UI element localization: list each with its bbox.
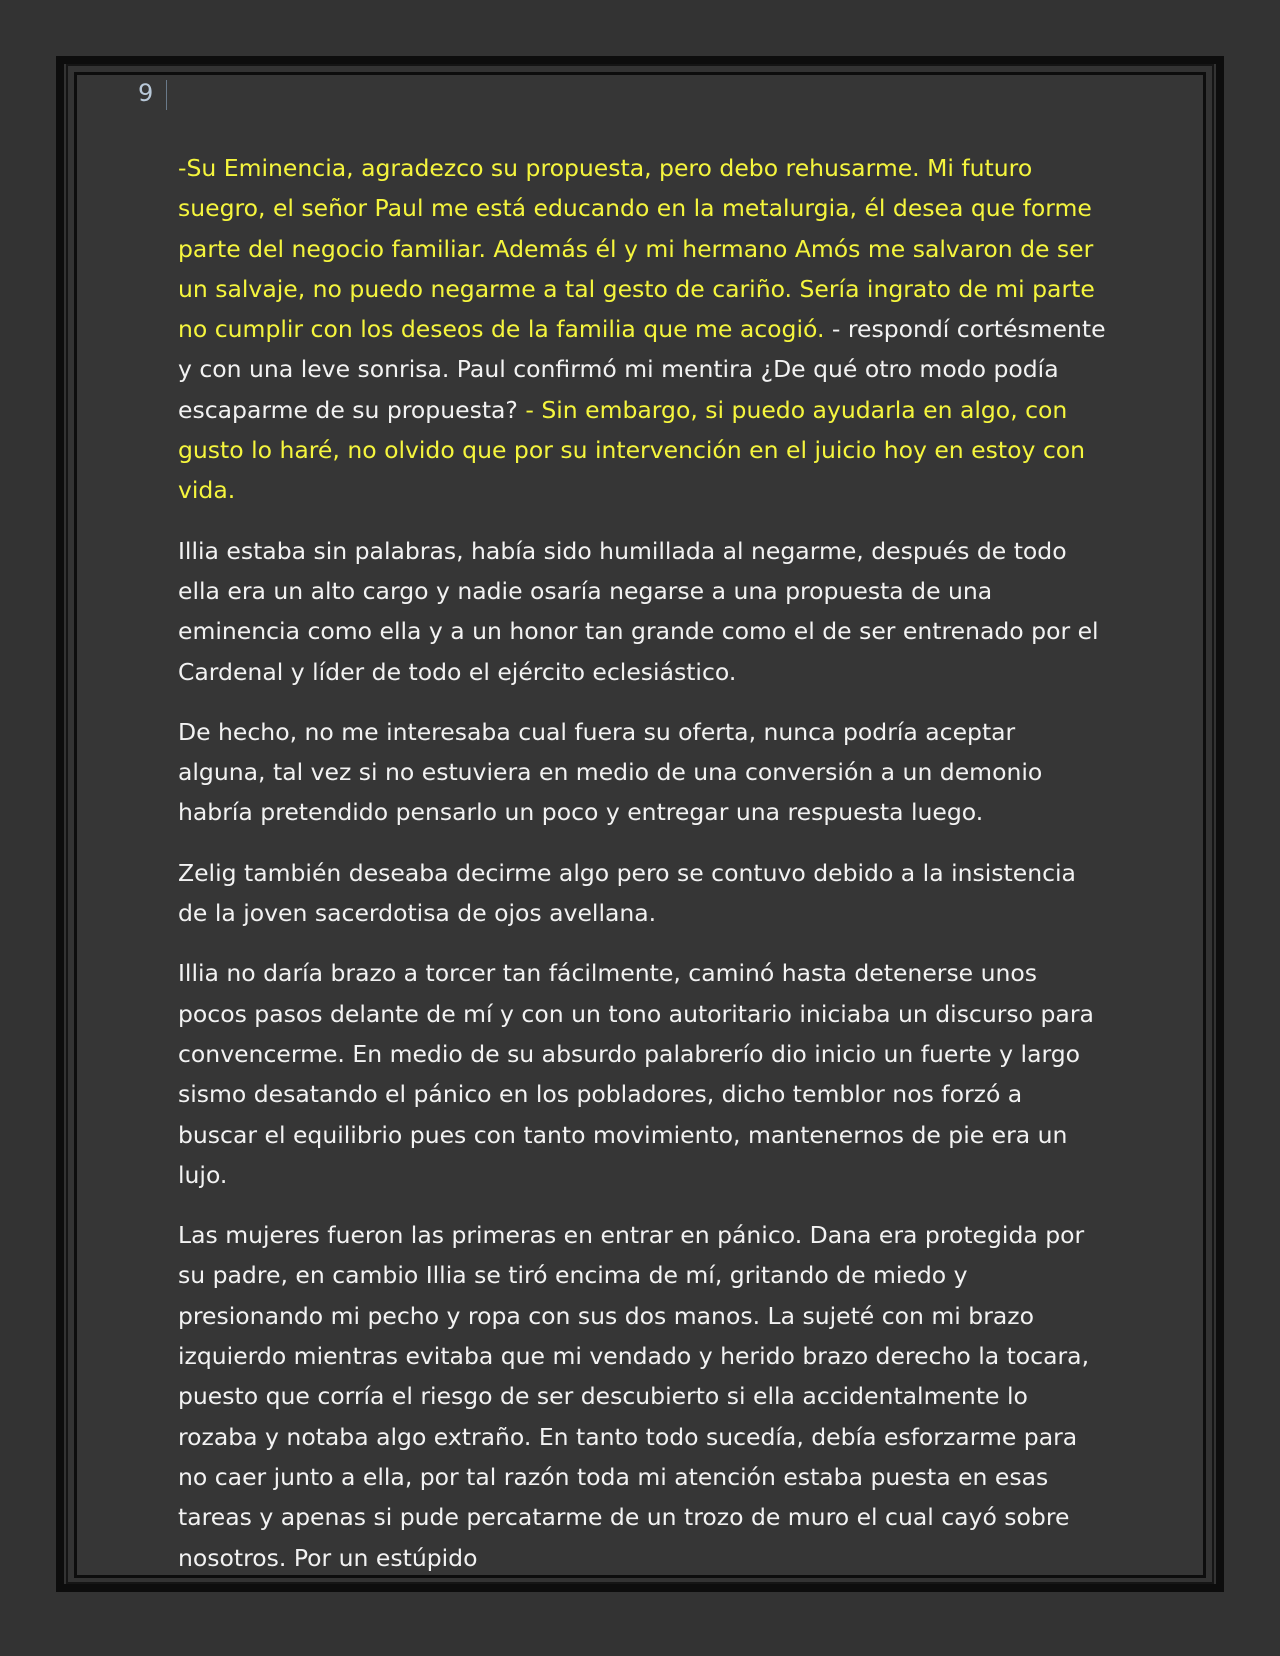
dialogue-text: -Su Eminencia, agradezco su propuesta, pero debo rehusarme. Mi futuro suegro, el señor Paul me está educando en la metalurgia, él desea que forme parte del negocio familiar. Además él y mi hermano Amós me salvaron de ser un salvaje, no puedo negarme a tal gesto de cariño. Sería ingrato de mi parte no cumplir con los deseos de la familia que me acogió. [178,154,1095,344]
paragraph: Zelig también deseaba decirme algo pero se contuvo debido a la insistencia de la joven sacerdotisa de ojos avellana. [178,858,1076,928]
paragraph: Illia estaba sin palabras, había sido humillada al negarme, después de todo ella era un alto cargo y nadie osaría negarse a una propuesta de una eminencia como ella y a un honor tan grande como el de ser entrenado por el Cardenal y líder de todo el ejército eclesiástico. [178,536,1099,686]
dialogue-text-continued: - Sin embargo, si puedo ayudarla en algo, con gusto lo haré, no olvido que por su intervención en el juicio hoy en estoy con vida. [178,395,1086,505]
paragraph: Las mujeres fueron las primeras en entrar en pánico. Dana era protegida por su padre, en cambio Illia se tiró encima de mí, gritando de miedo y presionando mi pecho y ropa con sus dos manos. La sujeté con mi brazo izquierdo mientras evitaba que mi vendado y herido brazo derecho la tocara, puesto que corría el riesgo de ser descubierto si ella accidentalmente lo rozaba y notaba algo extraño. En tanto todo sucedía, debía esforzarme para no caer junto a ella, por tal razón toda mi atención estaba puesta en esas tareas y apenas si pude percatarme de un trozo de muro el cual cayó sobre nosotros. Por un estúpido [178,1221,1090,1572]
page-number-divider [166,80,167,110]
page-number: 9 [138,79,154,107]
paragraph: Illia no daría brazo a torcer tan fácilmente, caminó hasta detenerse unos pocos pasos delante de mí y con un tono autoritario iniciaba un discurso para convencerme. En medio de su absurdo palabrerío dio inicio un fuerte y largo sismo desatando el pánico en los pobladores, dicho temblor nos forzó a buscar el equilibrio pues con tanto movimiento, mantenernos de pie era un lujo. [178,959,1094,1189]
narration-text: - respondí cortésmente y con una leve sonrisa. Paul confirmó mi mentira ¿De qué otro modo podía escaparme de su propuesta? [178,315,1106,424]
paragraph: De hecho, no me interesaba cual fuera su oferta, nunca podría aceptar alguna, tal vez si no estuviera en medio de una conversión a un demonio habría pretendido pensarlo un poco y entregar una respuesta luego. [178,717,1043,827]
paragraph-dialogue [178,148,1108,511]
document-body [178,148,1108,1598]
